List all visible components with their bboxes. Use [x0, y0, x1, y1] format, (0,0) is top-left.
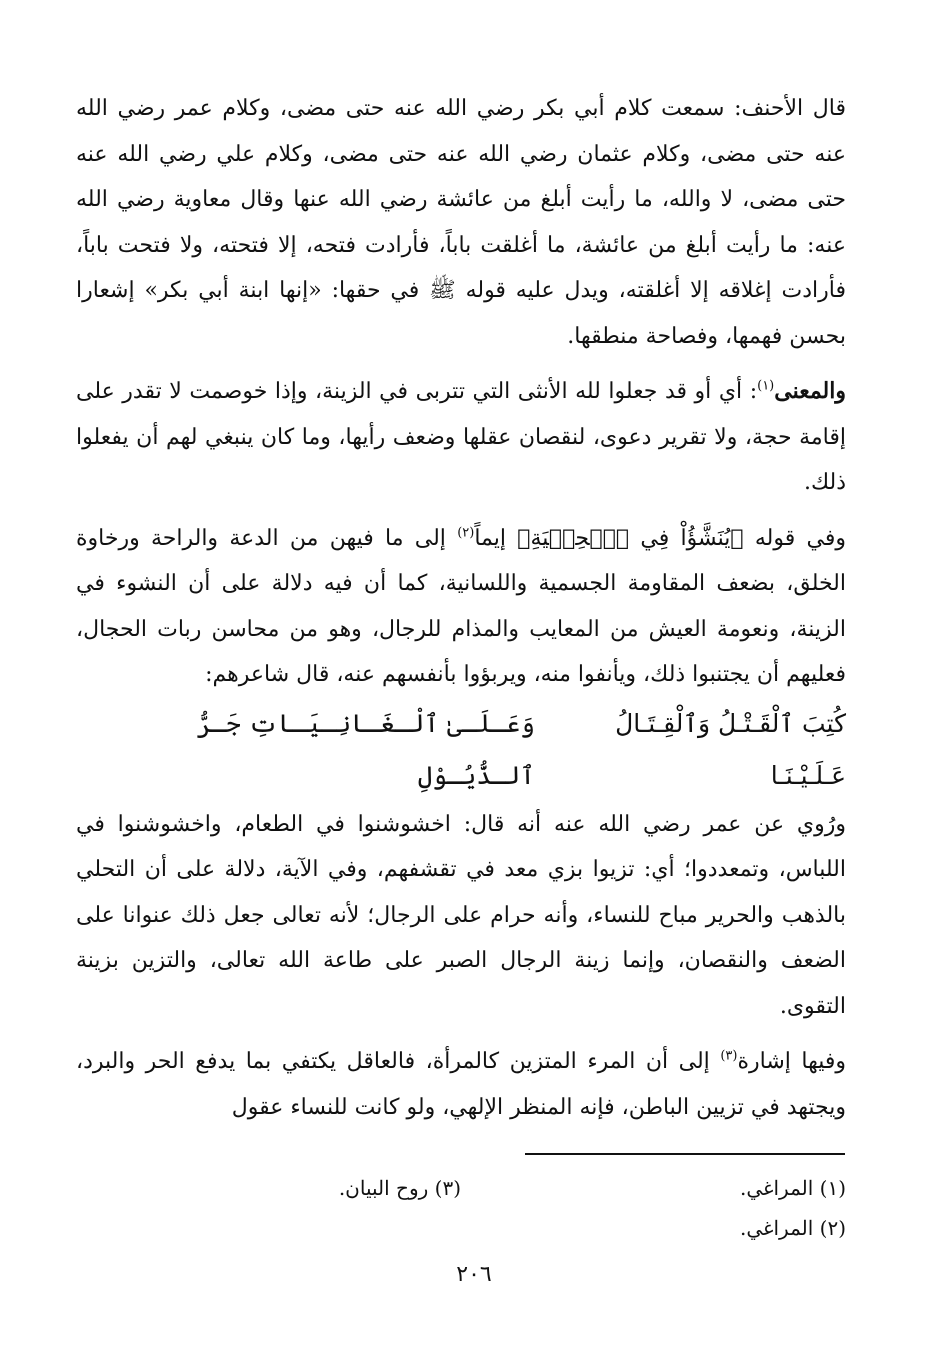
verse-first-hemistich: كُتِبَ ٱلْقَـتْـلُ وَٱلْقِـتَـالُ عَـلَـيْـنَـا [615, 708, 846, 790]
footnote-separator [525, 1153, 845, 1155]
poem-verse [76, 698, 846, 802]
verse-second-hemistich: وَعَـلَـىٰ ٱلْـغَـانِـيَـاتِ جَـرُّ ٱلـذُّيُـوْلِ [196, 708, 535, 790]
footnotes [76, 1168, 846, 1248]
page-number: ٢٠٦ [456, 1262, 492, 1287]
meaning-heading: والمعنى [774, 378, 846, 404]
paragraph-3-text-a: وفي قوله ﴿يُنَشَّؤُاْ فِي ٱلۡحِلۡيَةِ﴾ إيماً [474, 525, 846, 551]
paragraph-5 [76, 1039, 846, 1130]
body-text [76, 86, 846, 1130]
paragraph-3 [76, 516, 846, 698]
footnote-2: (٢) المراغي. [739, 1216, 846, 1240]
footnote-ref-1[interactable]: (١) [757, 378, 775, 394]
paragraph-3-text-b: إلى ما فيهن من الدعة والراحة ورخاوة الخلق، بضعف المقاومة الجسمية واللسانية، كما أن فيه دلالة على أن النشوء في الزينة، ونعومة العيش من المعايب والمذام للرجال، وهو من محاسن ربات الحجال، فعليهم أن يجتنبوا ذلك، ويأنفوا منه، ويربؤوا بأنفسهم عنه، قال شاعرهم: [76, 525, 846, 687]
paragraph-2 [76, 369, 846, 506]
footnote-ref-2[interactable]: (٢) [457, 525, 475, 541]
footnote-row-1 [76, 1168, 846, 1208]
paragraph-1-text: قال الأحنف: سمعت كلام أبي بكر رضي الله عنه حتى مضى، وكلام عمر رضي الله عنه حتى مضى، وكلام عثمان رضي الله عنه حتى مضى، وكلام علي رضي الله عنه حتى مضى، لا والله، ما رأيت أبلغ من عائشة رضي الله عنها وقال معاوية رضي الله عنه: ما رأيت أبلغ من عائشة، ما أغلقت باباً، فأرادت فتحه، إلا فتحته، ولا فتحت باباً، فأرادت إغلاقه إلا أغلقته، ويدل عليه قوله ﷺ في حقها: «إنها ابنة أبي بكر» إشعارا بحسن فهمها، وفصاحة منطقها. [76, 96, 846, 349]
paragraph-5-text-b: إلى أن المرء المتزين كالمرأة، فالعاقل يكتفي بما يدفع الحر والبرد، ويجتهد في تزيين الباطن، فإنه المنظر الإلهي، ولو كانت للنساء عقول [76, 1049, 846, 1120]
paragraph-5-text-a: وفيها إشارة [737, 1049, 847, 1074]
footnote-row-2 [76, 1208, 846, 1248]
footnote-1: (١) المراغي. [739, 1176, 846, 1200]
paragraph-4 [76, 802, 846, 1030]
footnote-3: (٣) روح البيان. [338, 1176, 461, 1200]
paragraph-4-text: ورُوي عن عمر رضي الله عنه أنه قال: اخشوشنوا في الطعام، واخشوشنوا في اللباس، وتمعددوا؛ أي: تزيوا بزي معد في تقشفهم، وفي الآية، دلالة على أن التحلي بالذهب والحرير مباح للنساء، وأنه حرام على الرجال؛ لأنه تعالى جعل ذلك عنوانا على الضعف والنقصان، وإنما زينة الرجال الصبر على طاعة الله تعالى، والتزين بزينة التقوى. [76, 811, 846, 1019]
paragraph-2-text: : أي أو قد جعلوا لله الأنثى التي تتربى في الزينة، وإذا خوصمت لا تقدر على إقامة حجة، ولا تقرير دعوى، لنقصان عقلها وضعف رأيها، وما كان ينبغي لهم أن يفعلوا ذلك. [76, 379, 846, 495]
footnote-ref-3[interactable]: (٣) [720, 1048, 738, 1064]
paragraph-1 [76, 86, 846, 359]
